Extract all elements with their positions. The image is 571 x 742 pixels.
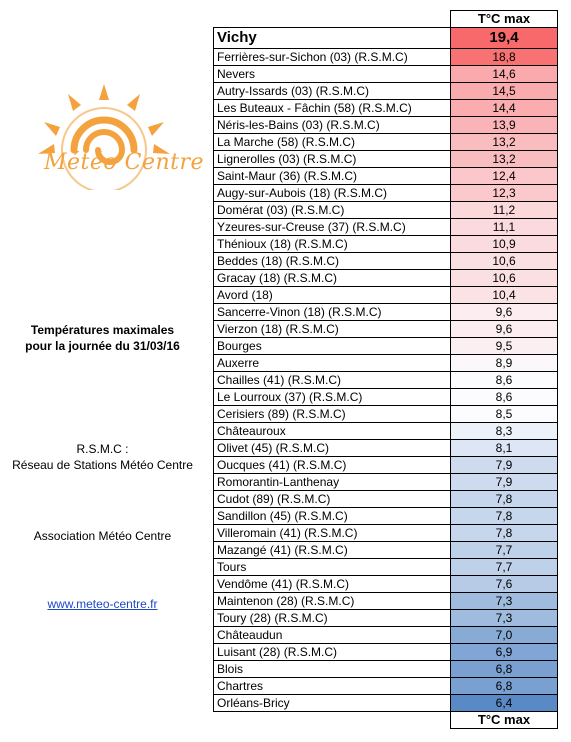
station-name: Sancerre-Vinon (18) (R.S.M.C) — [214, 304, 451, 321]
title-line-1: Températures maximales — [30, 323, 175, 337]
table-row — [214, 559, 558, 576]
station-name: Chailles (41) (R.S.M.C) — [214, 372, 451, 389]
table-row — [214, 236, 558, 253]
station-name: Orléans-Bricy — [214, 695, 451, 712]
table-row — [214, 185, 558, 202]
station-name: Vichy — [214, 28, 451, 49]
tmax-value: 12,4 — [451, 168, 558, 185]
table-row — [214, 593, 558, 610]
tmax-value: 6,8 — [451, 661, 558, 678]
tmax-value: 14,4 — [451, 100, 558, 117]
tmax-value: 7,9 — [451, 474, 558, 491]
tmax-value: 14,5 — [451, 83, 558, 100]
station-name: Le Lourroux (37) (R.S.M.C) — [214, 389, 451, 406]
station-name: Bourges — [214, 338, 451, 355]
tmax-value: 7,7 — [451, 559, 558, 576]
tmax-value: 6,8 — [451, 678, 558, 695]
table-row — [214, 28, 558, 49]
table-row — [214, 287, 558, 304]
table-row — [214, 457, 558, 474]
station-name: Chartres — [214, 678, 451, 695]
station-name: Lignerolles (03) (R.S.M.C) — [214, 151, 451, 168]
station-name: Auxerre — [214, 355, 451, 372]
header-empty-cell — [214, 11, 451, 28]
tmax-value: 9,6 — [451, 321, 558, 338]
tmax-value: 13,2 — [451, 151, 558, 168]
station-name: Yzeures-sur-Creuse (37) (R.S.M.C) — [214, 219, 451, 236]
footer-tmax: T°C max — [451, 712, 558, 729]
table-row — [214, 270, 558, 287]
station-name: Oucques (41) (R.S.M.C) — [214, 457, 451, 474]
tmax-value: 8,3 — [451, 423, 558, 440]
table-row — [214, 372, 558, 389]
station-name: Blois — [214, 661, 451, 678]
table-row — [214, 389, 558, 406]
tmax-value: 10,4 — [451, 287, 558, 304]
table-row — [214, 440, 558, 457]
table-row — [214, 83, 558, 100]
station-name: Romorantin-Lanthenay — [214, 474, 451, 491]
table-row — [214, 474, 558, 491]
table-row — [214, 253, 558, 270]
station-name: Avord (18) — [214, 287, 451, 304]
table-row — [214, 627, 558, 644]
table-row — [214, 525, 558, 542]
table-row — [214, 100, 558, 117]
station-name: Néris-les-Bains (03) (R.S.M.C) — [214, 117, 451, 134]
station-name: Ferrières-sur-Sichon (03) (R.S.M.C) — [214, 49, 451, 66]
table-row — [214, 406, 558, 423]
station-name: Beddes (18) (R.S.M.C) — [214, 253, 451, 270]
station-name: Vierzon (18) (R.S.M.C) — [214, 321, 451, 338]
table-row — [214, 678, 558, 695]
station-name: Cudot (89) (R.S.M.C) — [214, 491, 451, 508]
tmax-value: 7,8 — [451, 491, 558, 508]
tmax-value: 11,2 — [451, 202, 558, 219]
table-row — [214, 202, 558, 219]
tmax-value: 6,4 — [451, 695, 558, 712]
station-name: Thénioux (18) (R.S.M.C) — [214, 236, 451, 253]
station-name: Nevers — [214, 66, 451, 83]
table-row — [214, 304, 558, 321]
tmax-value: 14,6 — [451, 66, 558, 83]
station-name: Luisant (28) (R.S.M.C) — [214, 644, 451, 661]
table-row — [214, 644, 558, 661]
page-title — [0, 322, 205, 354]
tmax-value: 10,9 — [451, 236, 558, 253]
footer-empty-cell — [214, 712, 451, 729]
station-name: Olivet (45) (R.S.M.C) — [214, 440, 451, 457]
table-row — [214, 423, 558, 440]
table-row — [214, 508, 558, 525]
tmax-value: 7,8 — [451, 525, 558, 542]
tmax-value: 13,9 — [451, 117, 558, 134]
association-name: Association Météo Centre — [33, 529, 172, 543]
rsmc-abbrev: R.S.M.C : — [76, 442, 129, 456]
station-name: Autry-Issards (03) (R.S.M.C) — [214, 83, 451, 100]
table-row — [214, 610, 558, 627]
station-name: Sandillon (45) (R.S.M.C) — [214, 508, 451, 525]
tmax-value: 7,3 — [451, 593, 558, 610]
temperature-table — [213, 10, 558, 729]
station-name: Vendôme (41) (R.S.M.C) — [214, 576, 451, 593]
station-name: Châteauroux — [214, 423, 451, 440]
tmax-value: 8,1 — [451, 440, 558, 457]
tmax-value: 7,9 — [451, 457, 558, 474]
tmax-value: 8,9 — [451, 355, 558, 372]
station-name: Saint-Maur (36) (R.S.M.C) — [214, 168, 451, 185]
tmax-value: 8,6 — [451, 389, 558, 406]
tmax-value: 7,0 — [451, 627, 558, 644]
table-row — [214, 661, 558, 678]
tmax-value: 6,9 — [451, 644, 558, 661]
tmax-value: 7,7 — [451, 542, 558, 559]
table-row — [214, 117, 558, 134]
station-name: Gracay (18) (R.S.M.C) — [214, 270, 451, 287]
station-name: La Marche (58) (R.S.M.C) — [214, 134, 451, 151]
table-row — [214, 338, 558, 355]
station-name: Domérat (03) (R.S.M.C) — [214, 202, 451, 219]
station-name: Cerisiers (89) (R.S.M.C) — [214, 406, 451, 423]
tmax-value: 11,1 — [451, 219, 558, 236]
station-name: Villeromain (41) (R.S.M.C) — [214, 525, 451, 542]
rsmc-legend — [0, 441, 205, 473]
table-row — [214, 168, 558, 185]
logo-text: Météo Centre — [44, 150, 205, 175]
table-row — [214, 695, 558, 712]
tmax-value: 13,2 — [451, 134, 558, 151]
tmax-value: 8,5 — [451, 406, 558, 423]
tmax-value: 9,5 — [451, 338, 558, 355]
station-name: Toury (28) (R.S.M.C) — [214, 610, 451, 627]
table-header-row — [214, 11, 558, 28]
station-name: Châteaudun — [214, 627, 451, 644]
table-footer-row — [214, 712, 558, 729]
website-link[interactable]: www.meteo-centre.fr — [47, 597, 158, 611]
header-tmax: T°C max — [451, 11, 558, 28]
table-row — [214, 576, 558, 593]
tmax-value: 7,6 — [451, 576, 558, 593]
tmax-value: 10,6 — [451, 270, 558, 287]
table-row — [214, 49, 558, 66]
table-row — [214, 134, 558, 151]
rsmc-description: Réseau de Stations Météo Centre — [12, 458, 193, 472]
station-name: Augy-sur-Aubois (18) (R.S.M.C) — [214, 185, 451, 202]
tmax-value: 8,6 — [451, 372, 558, 389]
title-line-2: pour la journée du 31/03/16 — [25, 339, 180, 353]
tmax-value: 10,6 — [451, 253, 558, 270]
table-row — [214, 66, 558, 83]
table-row — [214, 491, 558, 508]
station-name: Maintenon (28) (R.S.M.C) — [214, 593, 451, 610]
tmax-value: 7,8 — [451, 508, 558, 525]
tmax-value: 9,6 — [451, 304, 558, 321]
station-name: Les Buteaux - Fâchin (58) (R.S.M.C) — [214, 100, 451, 117]
table-row — [214, 321, 558, 338]
tmax-value: 7,3 — [451, 610, 558, 627]
table-row — [214, 151, 558, 168]
tmax-value: 12,3 — [451, 185, 558, 202]
tmax-value: 19,4 — [451, 28, 558, 49]
station-name: Tours — [214, 559, 451, 576]
station-name: Mazangé (41) (R.S.M.C) — [214, 542, 451, 559]
tmax-value: 18,8 — [451, 49, 558, 66]
table-row — [214, 219, 558, 236]
table-row — [214, 355, 558, 372]
table-row — [214, 542, 558, 559]
